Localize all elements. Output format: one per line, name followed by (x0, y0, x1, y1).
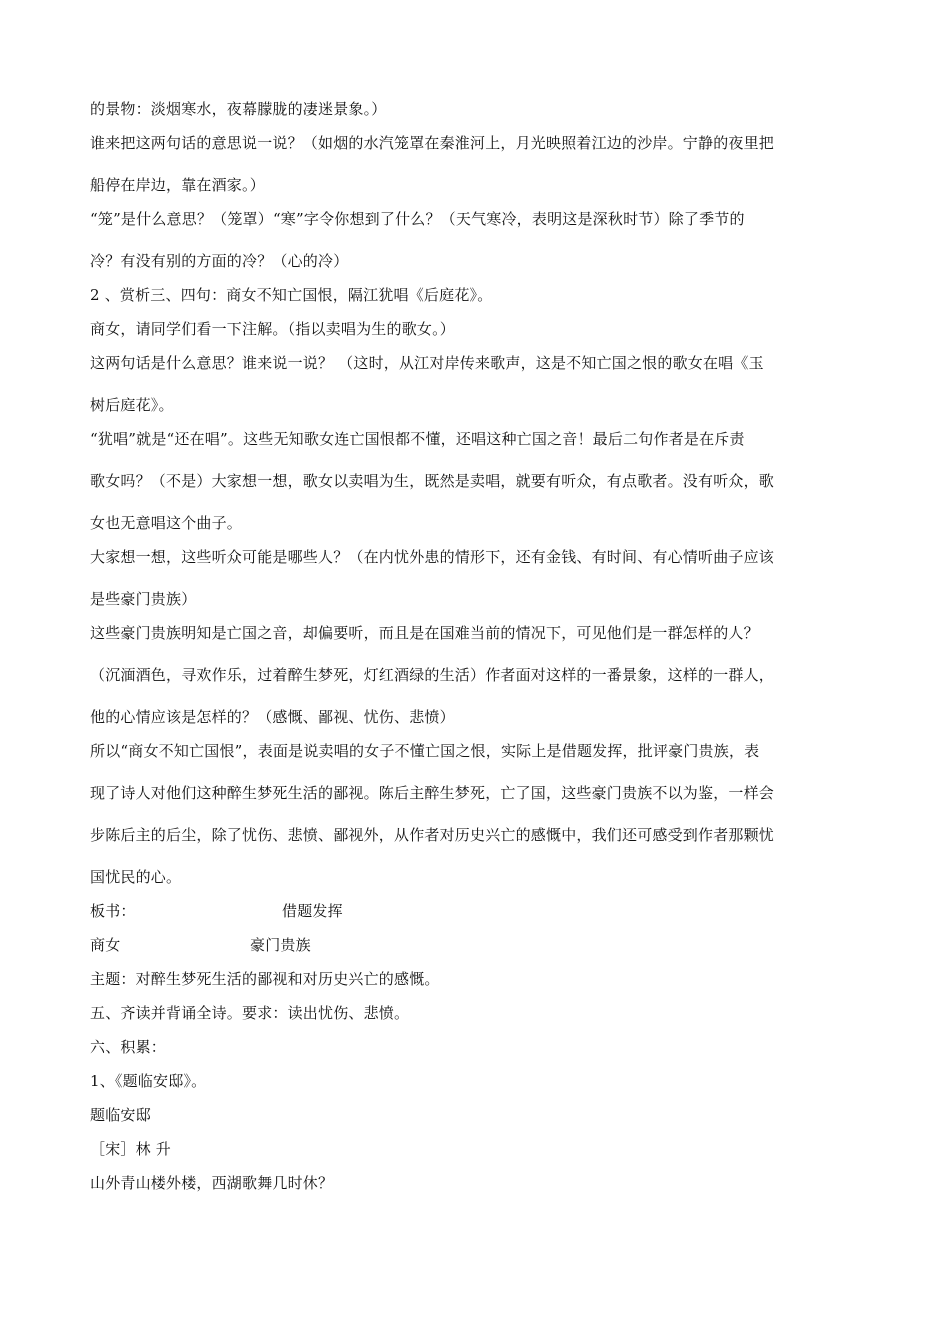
text-line: 谁来把这两句话的意思说一说？（如烟的水汽笼罩在秦淮河上，月光映照着江边的沙岸。宁静的夜里把 (90, 134, 775, 152)
text-line: （沉湎酒色，寻欢作乐，过着醉生梦死，灯红酒绿的生活）作者面对这样的一番景象，这样的一群人， (90, 666, 775, 684)
text-line: 这些豪门贵族明知是亡国之音，却偏要听，而且是在国难当前的情况下，可见他们是一群怎样的人？ (90, 624, 759, 642)
text-line: 他的心情应该是怎样的？（感慨、鄙视、忧伤、悲愤） (90, 708, 455, 726)
text-line: 的景物：淡烟寒水，夜幕朦胧的凄迷景象。） (90, 100, 387, 118)
text-line: 女也无意唱这个曲子。 (90, 514, 243, 532)
section-heading: 2 、赏析三、四句：商女不知亡国恨，隔江犹唱《后庭花》。 (90, 286, 493, 304)
section-heading: 六、积累： (90, 1038, 167, 1056)
document-page (90, 92, 865, 1200)
text-line: 1、《题临安邸》。 (90, 1072, 207, 1090)
text-line: 是些豪门贵族） (90, 590, 197, 608)
text-line: 所以“商女不知亡国恨”，表面是说卖唱的女子不懂亡国之恨，实际上是借题发挥，批评豪门贵族，表 (90, 742, 760, 760)
text-line: 冷？有没有别的方面的冷？（心的冷） (90, 252, 349, 270)
board-notes-row (90, 894, 865, 928)
text-line: 国忧民的心。 (90, 868, 182, 886)
board-heading: 借题发挥 (282, 902, 343, 920)
board-notes-row (90, 928, 865, 962)
text-line: “犹唱”就是“还在唱”。这些无知歌女连亡国恨都不懂，还唱这种亡国之音！最后二句作者是在斥责 (90, 430, 745, 448)
board-left: 商女 (90, 936, 121, 954)
poem-title: 题临安邸 (90, 1106, 151, 1124)
text-line: 歌女吗？（不是）大家想一想，歌女以卖唱为生，既然是卖唱，就要有听众，有点歌者。没有听众，歌 (90, 472, 775, 490)
board-label: 板书： (90, 902, 136, 920)
text-line: 现了诗人对他们这种醉生梦死生活的鄙视。陈后主醉生梦死，亡了国，这些豪门贵族不以为鉴，一样会 (90, 784, 775, 802)
poem-author: ［宋］林 升 (90, 1140, 171, 1158)
board-right: 豪门贵族 (250, 936, 311, 954)
text-line: 商女，请同学们看一下注解。（指以卖唱为生的歌女。） (90, 320, 456, 338)
text-line: 船停在岸边，靠在酒家。） (90, 176, 265, 194)
text-line: 大家想一想，这些听众可能是哪些人？（在内忧外患的情形下，还有金钱、有时间、有心情听曲子应该 (90, 548, 775, 566)
text-line: 步陈后主的后尘，除了忧伤、悲愤、鄙视外，从作者对历史兴亡的感慨中，我们还可感受到作者那颗忧 (90, 826, 775, 844)
theme-line: 主题：对醉生梦死生活的鄙视和对历史兴亡的感慨。 (90, 970, 440, 988)
text-line: “笼”是什么意思？（笼罩）“寒”字令你想到了什么？（天气寒冷，表明这是深秋时节）除了季节的 (90, 210, 745, 228)
text-line: 树后庭花》。 (90, 396, 174, 414)
poem-line: 山外青山楼外楼，西湖歌舞几时休？ (90, 1174, 334, 1192)
section-heading: 五、齐读并背诵全诗。要求：读出忧伤、悲愤。 (90, 1004, 410, 1022)
text-line: 这两句话是什么意思？谁来说一说？ （这时，从江对岸传来歌声，这是不知亡国之恨的歌女在唱《玉 (90, 354, 764, 372)
